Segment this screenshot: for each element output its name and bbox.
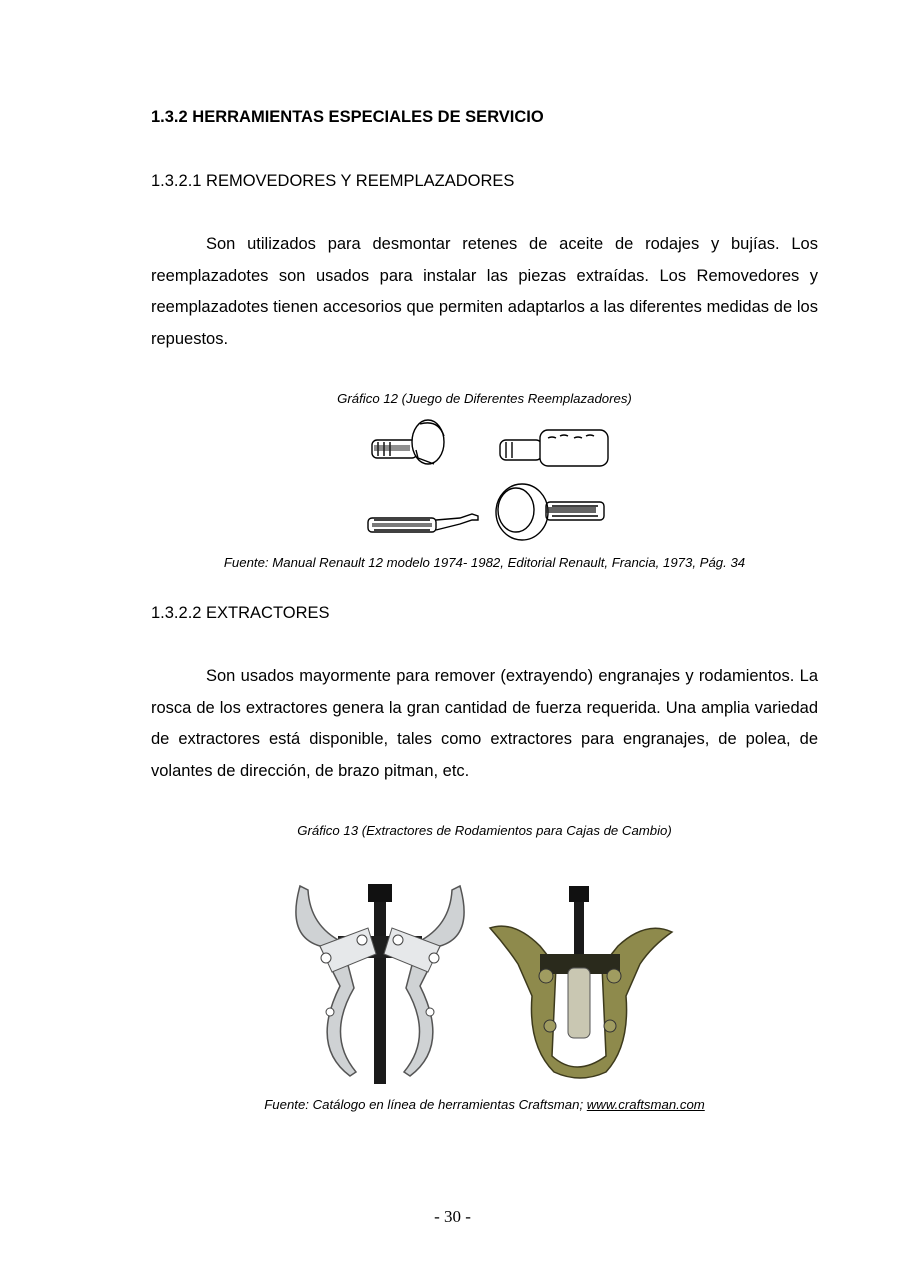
section-heading: 1.3.2 HERRAMIENTAS ESPECIALES DE SERVICIO <box>151 108 544 126</box>
figure-13-caption: Gráfico 13 (Extractores de Rodamientos para Cajas de Cambio) <box>297 823 672 838</box>
page-number: - 30 - <box>434 1207 471 1226</box>
bearing-pullers-photo <box>280 876 700 1086</box>
figure-12-source: Fuente: Manual Renault 12 modelo 1974- 1982, Editorial Renault, Francia, 1973, Pág. 34 <box>223 555 746 570</box>
subsection-title-removedores: 1.3.2.1 REMOVEDORES Y REEMPLAZADORES <box>151 172 515 190</box>
craftsman-link[interactable]: www.craftsman.com <box>586 1097 705 1112</box>
figure-13-source-text: Fuente: Catálogo en línea de herramientas Craftsman; <box>264 1097 587 1112</box>
figure-13-source <box>151 1097 818 1112</box>
paragraph-extractores: Son usados mayormente para remover (extrayendo) engranajes y rodamientos. La rosca de los extractores genera la gran cantidad de fuerza requerida. Una amplia variedad de extractores está disponible, tales como extractores para engranajes, de polea, de volantes de dirección, de brazo pitman, etc. <box>151 667 818 780</box>
subsection-title-extractores: 1.3.2.2 EXTRACTORES <box>151 604 330 622</box>
replacer-tools-illustration <box>360 414 620 544</box>
figure-12-caption: Gráfico 12 (Juego de Diferentes Reemplazadores) <box>337 391 632 406</box>
paragraph-removedores: Son utilizados para desmontar retenes de aceite de rodajes y bujías. Los reemplazadotes son usados para instalar las piezas extraídas. Los Removedores y reemplazadotes tienen accesorios que permiten adaptarlos a las diferentes medidas de los repuestos. <box>151 235 818 348</box>
